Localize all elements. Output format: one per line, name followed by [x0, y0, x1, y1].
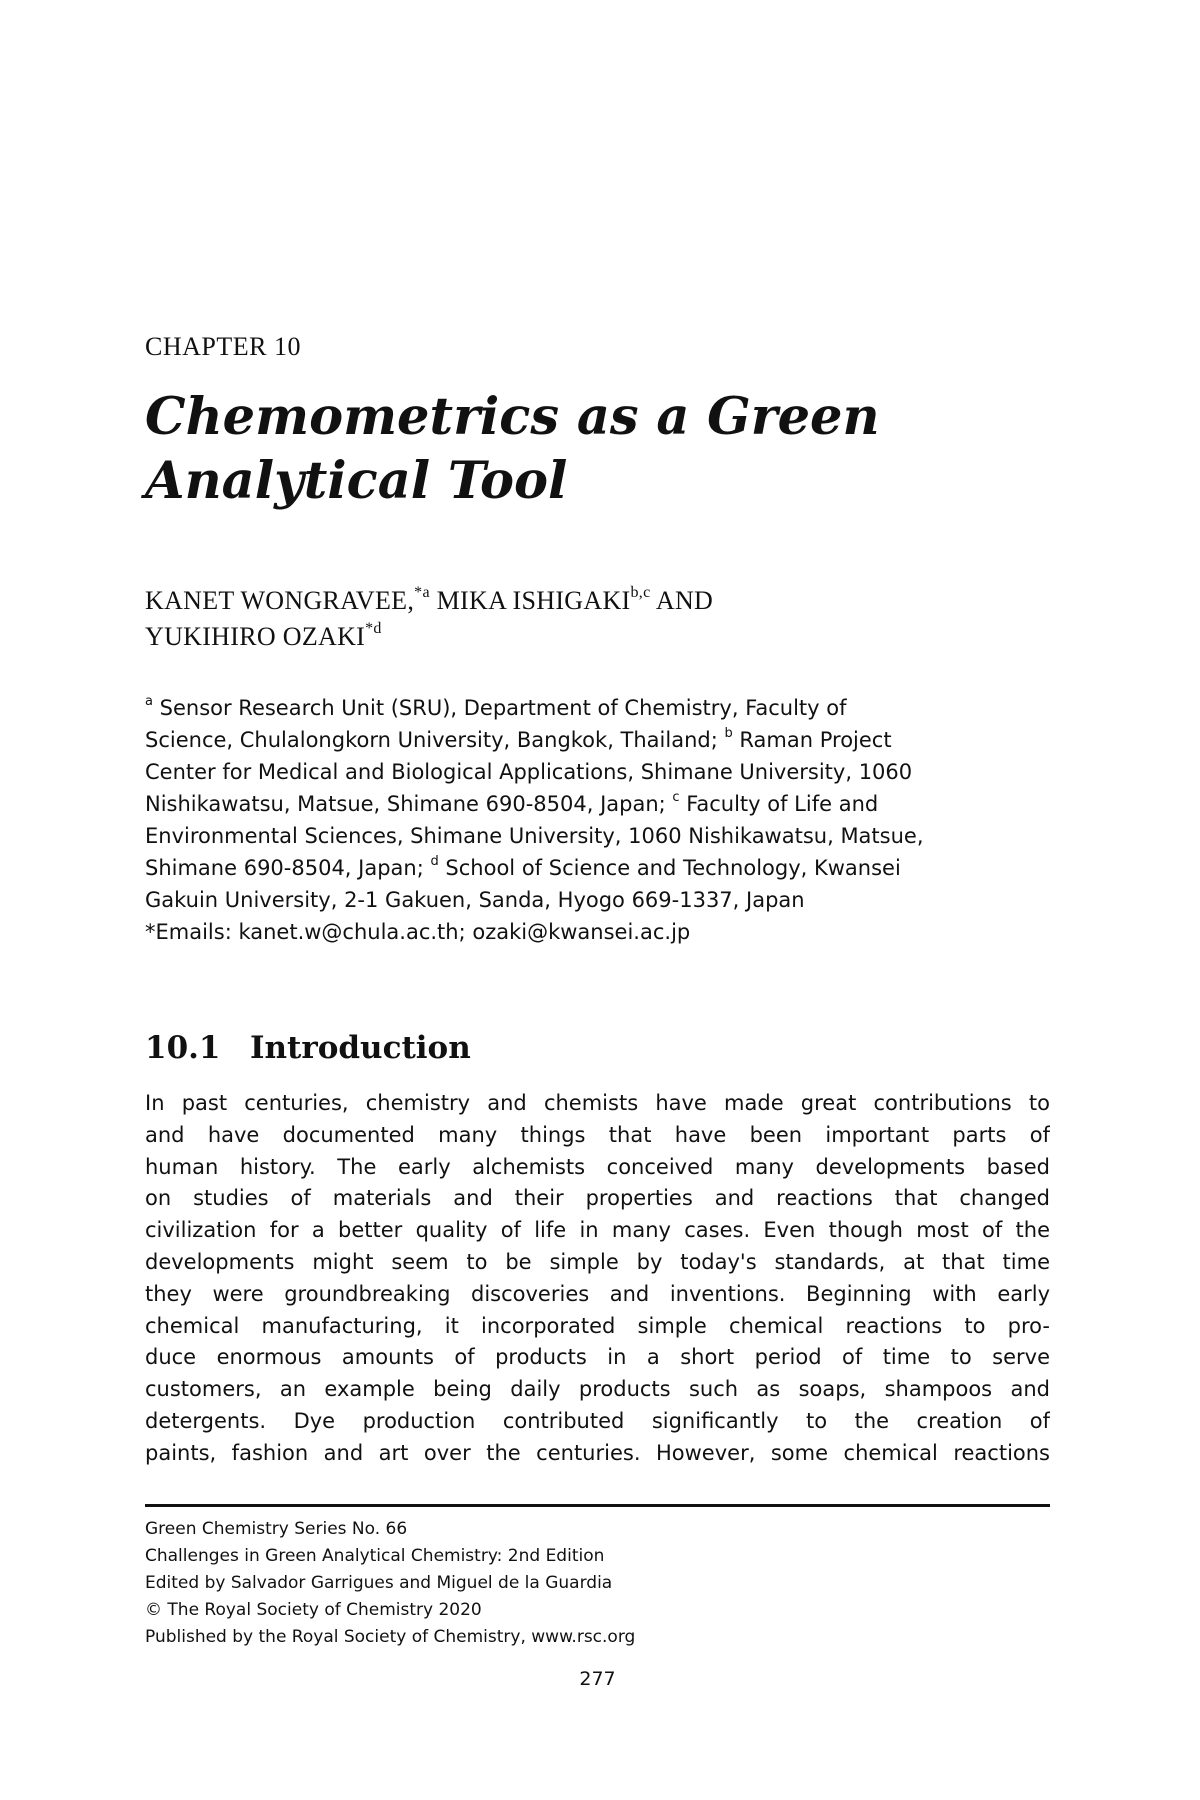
affiliation-line: Gakuin University, 2-1 Gakuen, Sanda, Hyogo 669-1337, Japan: [145, 888, 805, 912]
copyright-notice: © The Royal Society of Chemistry 2020: [145, 1600, 482, 1620]
affiliation-text: Shimane 690-8504, Japan;: [145, 856, 431, 880]
affiliation-text: Nishikawatsu, Matsue, Shimane 690-8504, Japan;: [145, 792, 673, 816]
author-name: KANET WONGRAVEE,: [145, 586, 415, 615]
section-title: Introduction: [250, 1030, 471, 1066]
body-paragraph: [145, 1088, 1050, 1470]
affiliation-text: School of Science and Technology, Kwansei: [438, 856, 901, 880]
editors-info: Edited by Salvador Garrigues and Miguel de la Guardia: [145, 1573, 613, 1593]
affiliation-text: Faculty of Life and: [679, 792, 879, 816]
chapter-title: [145, 385, 1050, 513]
affiliation-mark: c: [672, 790, 680, 805]
affiliation-mark: d: [430, 854, 439, 869]
body-line: paints, fashion and art over the centuries. However, some chemical reactions: [145, 1440, 1050, 1465]
book-title: Challenges in Green Analytical Chemistry: 2nd Edition: [145, 1546, 605, 1566]
section-number: 10.1: [145, 1030, 221, 1066]
body-line: duce enormous amounts of products in a short period of time to serve: [145, 1345, 1050, 1370]
publication-footnote: [145, 1516, 1050, 1651]
body-line: detergents. Dye production contributed significantly to the creation of: [145, 1408, 1050, 1433]
body-line: civilization for a better quality of life in many cases. Even though most of the: [145, 1218, 1050, 1243]
body-line: and have documented many things that have been important parts of: [145, 1122, 1050, 1147]
body-line: on studies of materials and their properties and reactions that changed: [145, 1186, 1050, 1211]
affiliations: [145, 692, 1050, 948]
contact-emails: *Emails: kanet.w@chula.ac.th; ozaki@kwansei.ac.jp: [145, 920, 691, 944]
author-list: [145, 583, 1050, 655]
affiliation-text: Science, Chulalongkorn University, Bangkok, Thailand;: [145, 728, 725, 752]
affiliation-line: [145, 852, 1050, 884]
author-name: MIKA ISHIGAKI: [429, 586, 631, 615]
affiliation-text: Raman Project: [732, 728, 892, 752]
author-name: YUKIHIRO OZAKI: [145, 622, 366, 651]
author-affiliation-mark: *d: [365, 620, 382, 638]
affiliation-line: Environmental Sciences, Shimane University, 1060 Nishikawatsu, Matsue,: [145, 824, 924, 848]
body-line: they were groundbreaking discoveries and inventions. Beginning with early: [145, 1281, 1050, 1306]
series-info: Green Chemistry Series No. 66: [145, 1519, 408, 1539]
author-affiliation-mark: b,c: [630, 584, 651, 602]
affiliation-line: [145, 788, 1050, 820]
affiliation-mark: b: [724, 726, 733, 741]
publisher-info: Published by the Royal Society of Chemistry, www.rsc.org: [145, 1627, 636, 1647]
chapter-label: CHAPTER 10: [145, 332, 301, 361]
author-line-2: [145, 619, 1050, 655]
body-line: In past centuries, chemistry and chemists have made great contributions to: [145, 1091, 1050, 1115]
body-line: chemical manufacturing, it incorporated simple chemical reactions to pro-: [145, 1313, 1050, 1338]
page-number: 277: [579, 1668, 616, 1690]
footer-divider: [145, 1504, 1050, 1507]
affiliation-text: Sensor Research Unit (SRU), Department of Chemistry, Faculty of: [152, 696, 847, 720]
author-affiliation-mark: *a: [414, 584, 430, 602]
body-line: developments might seem to be simple by today's standards, at that time: [145, 1249, 1050, 1274]
author-joiner: AND: [650, 586, 714, 615]
affiliation-line: Center for Medical and Biological Applications, Shimane University, 1060: [145, 760, 913, 784]
body-line: customers, an example being daily products such as soaps, shampoos and: [145, 1377, 1050, 1402]
affiliation-mark: a: [145, 694, 153, 709]
affiliation-line: [145, 724, 1050, 756]
section-heading: [145, 1030, 471, 1066]
author-line-1: [145, 583, 1050, 619]
document-page: [145, 0, 1050, 1800]
body-line: human history. The early alchemists conceived many developments based: [145, 1154, 1050, 1179]
chapter-title-line-2: Analytical Tool: [145, 451, 568, 511]
chapter-title-line-1: Chemometrics as a Green: [145, 387, 880, 447]
affiliation-line: [145, 692, 1050, 724]
